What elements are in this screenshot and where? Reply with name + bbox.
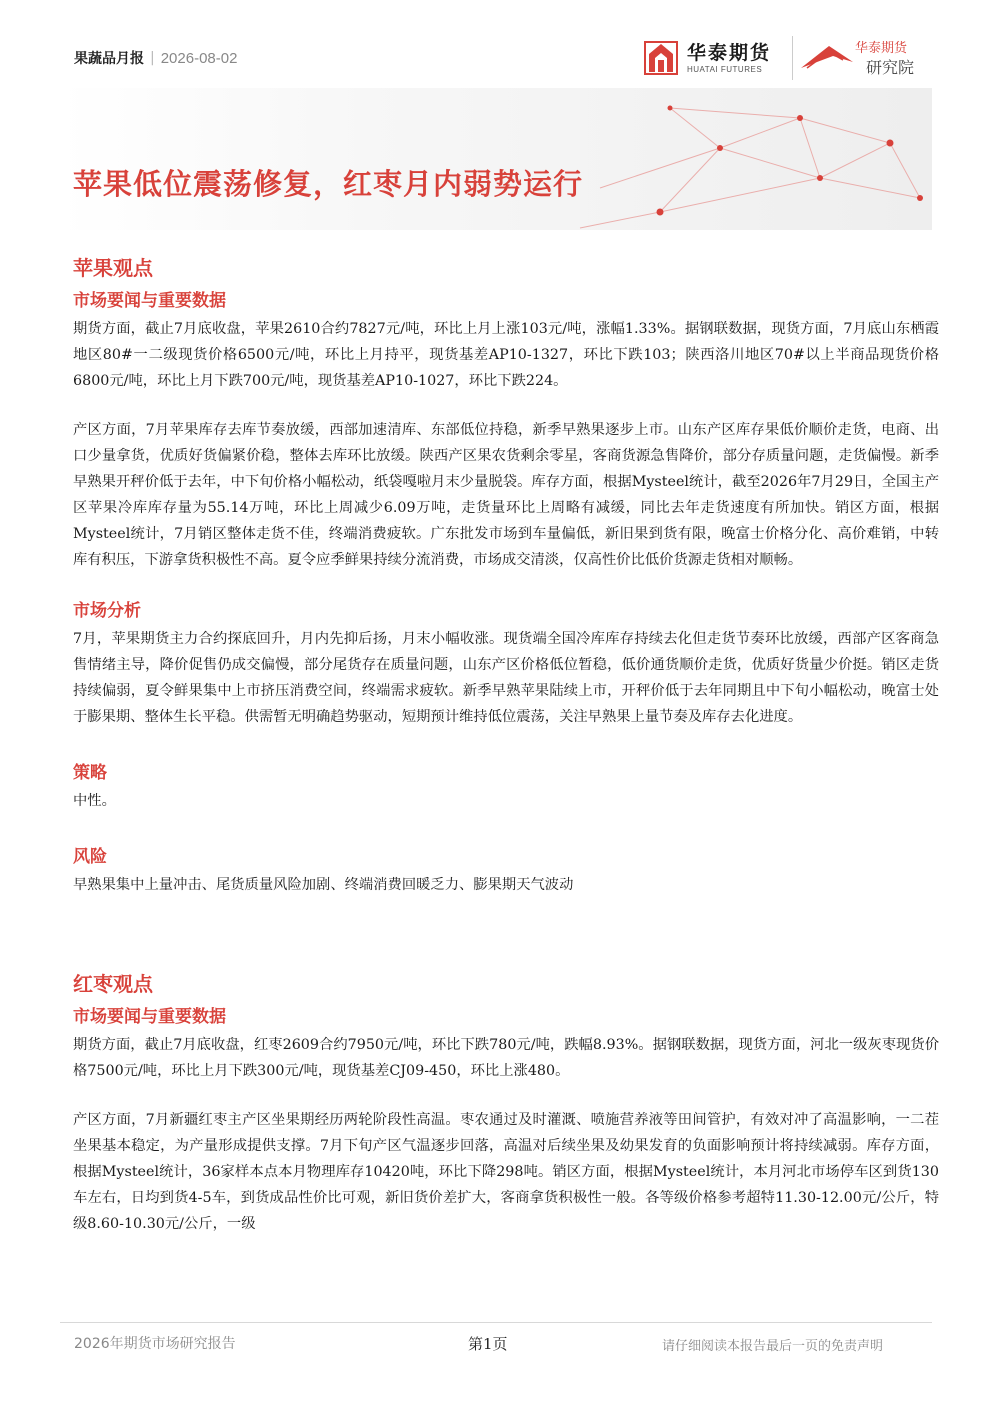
report-header xyxy=(74,48,237,68)
title-banner xyxy=(60,88,932,230)
apple-risk-text: 早熟果集中上量冲击、尾货质量风险加剧、终端消费回暖乏力、膨果期天气波动 xyxy=(73,877,574,893)
apple-news-paragraph-1: 期货方面，截止7月底收盘，苹果2610合约7827元/吨，环比上月上涨103元/吨，涨幅1.33%。据钢联数据，现货方面，7月底山东栖霞地区80#一二级现货价格6500元/吨，环比上月持平，现货基差AP10-1327，环比下跌103；陕西洛川地区70#以上半商品现货价格6800元/吨，环比上月下跌700元/吨，现货基差AP10-1027，环比下跌224。 xyxy=(73,321,939,389)
brand-logo xyxy=(643,34,933,84)
jujube-news-heading: 市场要闻与重要数据 xyxy=(73,1007,226,1027)
apple-strategy-heading: 策略 xyxy=(73,763,107,783)
report-date: 2026-08-02 xyxy=(160,49,238,67)
apple-section-heading: 苹果观点 xyxy=(73,256,153,280)
page-number: 第1页 xyxy=(468,1335,508,1353)
report-body xyxy=(73,250,939,1237)
footer-disclaimer-note: 请仔细阅读本报告最后一页的免责声明 xyxy=(662,1339,884,1354)
footer-divider xyxy=(60,1322,932,1323)
jujube-section-heading: 红枣观点 xyxy=(73,972,153,996)
page-title: 苹果低位震荡修复，红枣月内弱势运行 xyxy=(73,167,584,201)
header-separator: | xyxy=(150,50,155,66)
logo-english-name: HUATAI FUTURES xyxy=(687,65,763,74)
footer-report-name: 2026年期货市场研究报告 xyxy=(74,1336,236,1352)
apple-analysis-paragraph: 7月，苹果期货主力合约探底回升，月内先抑后扬，月末小幅收涨。现货端全国冷库库存持续去化但走货节奏环比放缓，西部产区客商急售情绪主导，降价促售仍成交偏慢，部分尾货存在质量问题，山东产区价格低位暂稳，低价通货顺价走货，优质好货量少价挺。销区走货持续偏弱，夏令鲜果集中上市挤压消费空间，终端需求疲软。新季早熟苹果陆续上市，开秤价低于去年同期且中下旬小幅松动，晚富士处于膨果期、整体生长平稳。供需暂无明确趋势驱动，短期预计维持低位震荡，关注早熟果上量节奏及库存去化进度。 xyxy=(73,631,939,725)
apple-strategy-text: 中性。 xyxy=(73,793,116,809)
jujube-news-paragraph-1: 期货方面，截止7月底收盘，红枣2609合约7950元/吨，环比下跌780元/吨，跌幅8.93%。据钢联数据，现货方面，河北一级灰枣现货价格7500元/吨，环比上月下跌300元/吨，现货基差CJ09-450，环比上涨480。 xyxy=(73,1037,939,1079)
institute-subtitle: 研究院 xyxy=(866,58,915,77)
logo-chinese-name: 华泰期货 xyxy=(687,42,772,64)
huatai-logo-icon xyxy=(643,38,679,78)
institute-logo-icon xyxy=(799,40,855,70)
report-category: 果蔬品月报 xyxy=(74,51,144,67)
logo-divider xyxy=(792,36,793,80)
jujube-news-paragraph-2: 产区方面，7月新疆红枣主产区坐果期经历两轮阶段性高温。枣农通过及时灌溉、喷施营养液等田间管护，有效对冲了高温影响，一二茬坐果基本稳定，为产量形成提供支撑。7月下旬产区气温逐步回落，高温对后续坐果及幼果发育的负面影响预计将持续减弱。库存方面，根据Mysteel统计，36家样本点本月物理库存10420吨，环比下降298吨。销区方面，根据Mysteel统计，本月河北市场停车区到货130车左右，日均到货4-5车，到货成品性价比可观，新旧货价差扩大，客商拿货积极性一般。各等级价格参考超特11.30-12.00元/公斤，特级8.60-10.30元/公斤，一级 xyxy=(73,1112,939,1232)
apple-news-heading: 市场要闻与重要数据 xyxy=(73,291,226,311)
institute-name: 华泰期货 xyxy=(855,41,908,56)
apple-risk-heading: 风险 xyxy=(73,847,107,867)
apple-news-paragraph-2: 产区方面，7月苹果库存去库节奏放缓，西部加速清库、东部低位持稳，新季早熟果逐步上市。山东产区库存果低价顺价走货，电商、出口少量拿货，优质好货偏紧价稳，整体去库环比放缓。陕西产区果农货剩余零星，客商货源急售降价，部分存质量问题，走货偏慢。新季早熟果开秤价低于去年，中下旬价格小幅松动，纸袋嘎啦月末少量脱袋。库存方面，根据Mysteel统计，截至2026年7月29日，全国主产区苹果冷库库存量为55.14万吨，环比上周减少6.09万吨，走货量环比上周略有减缓，同比去年走货速度有所加快。销区方面，根据Mysteel统计，7月销区整体走货不佳，终端消费疲软。广东批发市场到车量偏低，新旧果到货有限，晚富士价格分化、高价难销，中转库有积压，下游拿货积极性不高。夏令应季鲜果持续分流消费，市场成交清淡，仅高性价比低价货源走货相对顺畅。 xyxy=(73,422,939,568)
network-decoration-icon xyxy=(60,88,932,230)
apple-analysis-heading: 市场分析 xyxy=(73,601,141,621)
